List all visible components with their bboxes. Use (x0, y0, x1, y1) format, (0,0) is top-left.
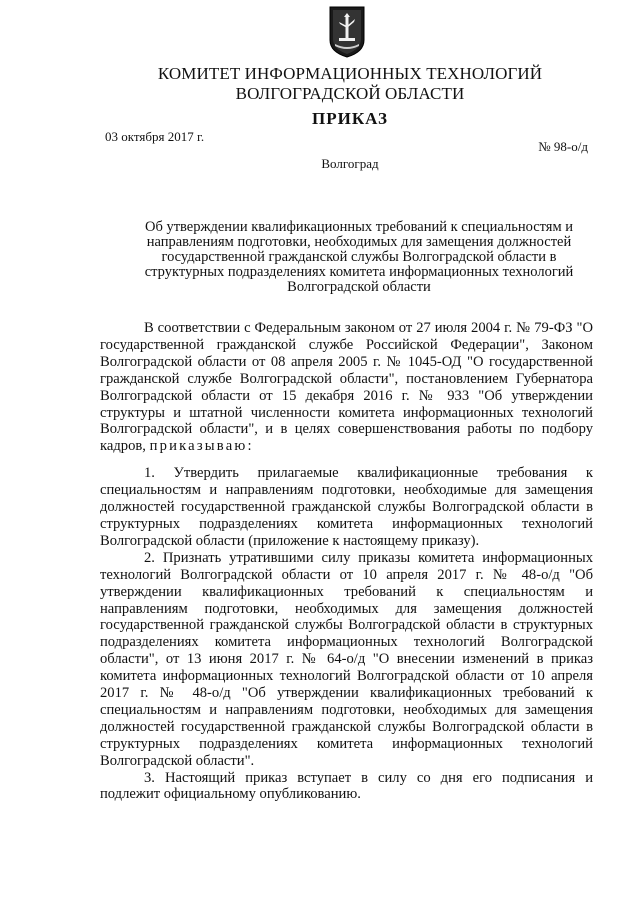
order-item-1: 1. Утвердить прилагаемые квалификационные требования к специальностям и направлениям подготовки, необходимые для замещения должностей государственной гражданской службы Волгоградской области в структурных подразделениях комитета информационных технологий Волгоградской области (приложение к настоящему приказу). (100, 465, 593, 549)
organization-name-line1: КОМИТЕТ ИНФОРМАЦИОННЫХ ТЕХНОЛОГИЙ (157, 64, 543, 83)
preamble-paragraph (100, 320, 593, 455)
order-date: 03 октября 2017 г. (105, 129, 205, 144)
organization-name (150, 64, 550, 104)
order-item-2: 2. Признать утратившими силу приказы комитета информационных технологий Волгоградской области от 10 апреля 2017 г. № 48-о/д "Об утверждении квалификационных требований к специальностям и направлениям подготовки, необходимых для замещения должностей государственной гражданской службы Волгоградской области в структурных подразделениях комитета информационных технологий Волгоградской области", от 13 июня 2017 г. № 64-о/д "О внесении изменений в приказ комитета информационных технологий Волгоградской области от 10 апреля 2017 г. № 48-о/д "Об утверждении квалификационных требований к специальностям и направлениям подготовки, необходимых для замещения должностей государственной гражданской службы Волгоградской области в структурных подразделениях комитета информационных технологий Волгоградской области". (100, 549, 593, 769)
order-word: приказываю: (149, 438, 254, 455)
preamble-text: В соответствии с Федеральным законом от 27 июля 2004 г. № 79-ФЗ "О государственной гражданской службе Российской Федерации", Законом Волгоградской области от 08 апреля 2005 г. № 1045-ОД "О государственной гражданской службе Волгоградской области", постановлением Губернатора Волгоградской области от 15 декабря 2016 г. № 933 "Об утверждении структуры и штатной численности комитета информационных технологий Волгоградской области", и в целях совершенствования работы по подбору кадров, (100, 320, 593, 455)
order-subject: Об утверждении квалификационных требований к специальностям и направлениям подготовки, необходимых для замещения должностей государственной гражданской службы Волгоградской области в структурных подразделениях комитета информационных технологий Волгоградской области (144, 219, 574, 295)
organization-name-line2: ВОЛГОГРАДСКОЙ ОБЛАСТИ (235, 84, 465, 103)
document-type: ПРИКАЗ (312, 109, 388, 128)
order-body (100, 320, 593, 803)
order-item-3: 3. Настоящий приказ вступает в силу со дня его подписания и подлежит официальному опубликованию. (100, 769, 593, 803)
coat-of-arms-icon (329, 6, 365, 58)
order-number: № 98-о/д (538, 139, 588, 154)
order-city: Волгоград (321, 156, 379, 171)
